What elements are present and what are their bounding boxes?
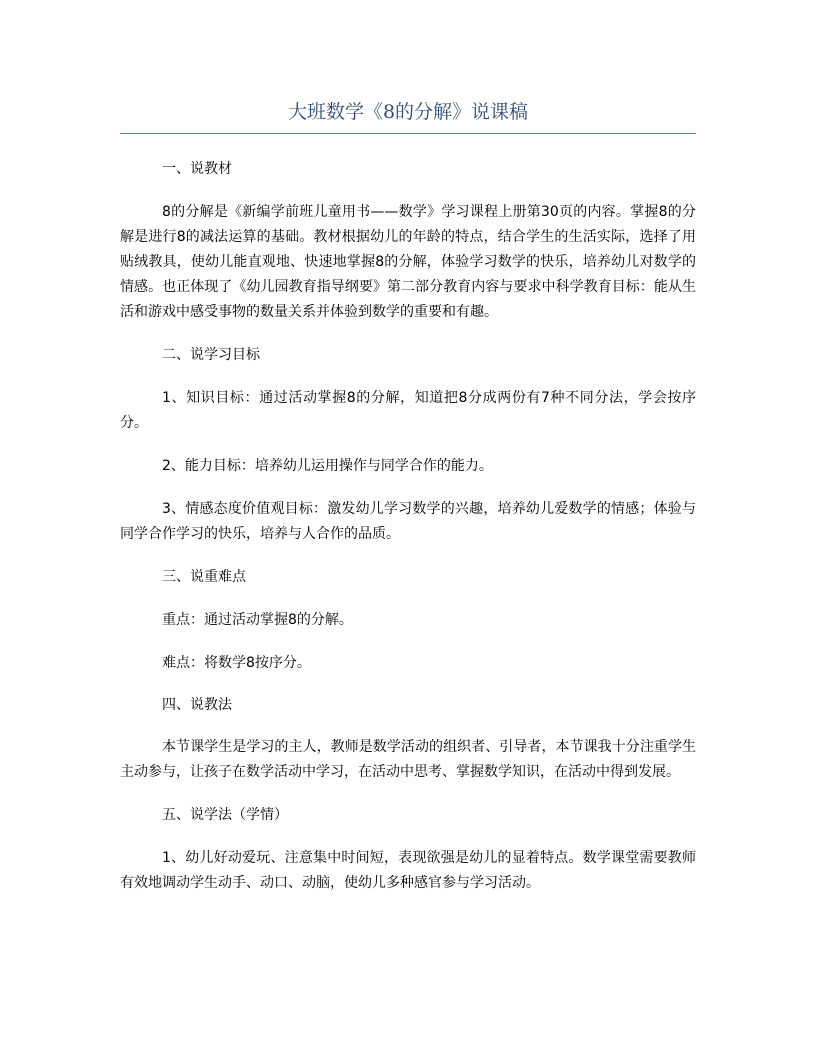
document-body xyxy=(120,157,696,896)
section-heading-learning-method: 五、说学法（学情） xyxy=(162,807,288,823)
paragraph-teaching-method: 本节课学生是学习的主人，教师是数学活动的组织者、引导者，本节课我十分注重学生主动参与，让孩子在数学活动中学习，在活动中思考、掌握数学知识，在活动中得到发展。 xyxy=(120,739,696,780)
document-title: 大班数学《8的分解》说课稿 xyxy=(287,101,529,123)
paragraph-difficult-point: 难点：将数学8按序分。 xyxy=(162,655,311,671)
paragraph-key-point: 重点：通过活动掌握8的分解。 xyxy=(162,612,353,628)
section-heading-goals: 二、说学习目标 xyxy=(162,347,260,363)
document-page xyxy=(120,0,696,1056)
title-divider xyxy=(120,133,696,134)
paragraph-ability-goal: 2、能力目标：培养幼儿运用操作与同学合作的能力。 xyxy=(162,458,493,474)
paragraph-textbook: 8的分解是《新编学前班儿童用书——数学》学习课程上册第30页的内容。掌握8的分解是进行8的减法运算的基础。教材根据幼儿的年龄的特点，结合学生的生活实际，选择了用贴绒教具，使幼儿能直观地、快速地掌握8的分解，体验学习数学的快乐，培养幼儿对数学的情感。也正体现了《幼儿园教育指导纲要》第二部分教育内容与要求中科学教育目标：能从生活和游戏中感受事物的数量关系并体验到数学的重要和有趣。 xyxy=(120,204,696,320)
section-heading-textbook: 一、说教材 xyxy=(162,161,232,177)
paragraph-learning-method: 1、幼儿好动爱玩、注意集中时间短，表现欲强是幼儿的显着特点。数学课堂需要教师有效地调动学生动手、动口、动脑，使幼儿多种感官参与学习活动。 xyxy=(120,850,696,891)
paragraph-emotion-goal: 3、情感态度价值观目标：激发幼儿学习数学的兴趣，培养幼儿爱数学的情感；体验与同学合作学习的快乐，培养与人合作的品质。 xyxy=(120,501,696,542)
section-heading-teaching-method: 四、说教法 xyxy=(162,697,232,713)
section-heading-key-points: 三、说重难点 xyxy=(162,569,246,585)
paragraph-knowledge-goal: 1、知识目标：通过活动掌握8的分解，知道把8分成两份有7种不同分法，学会按序分。 xyxy=(120,390,696,431)
